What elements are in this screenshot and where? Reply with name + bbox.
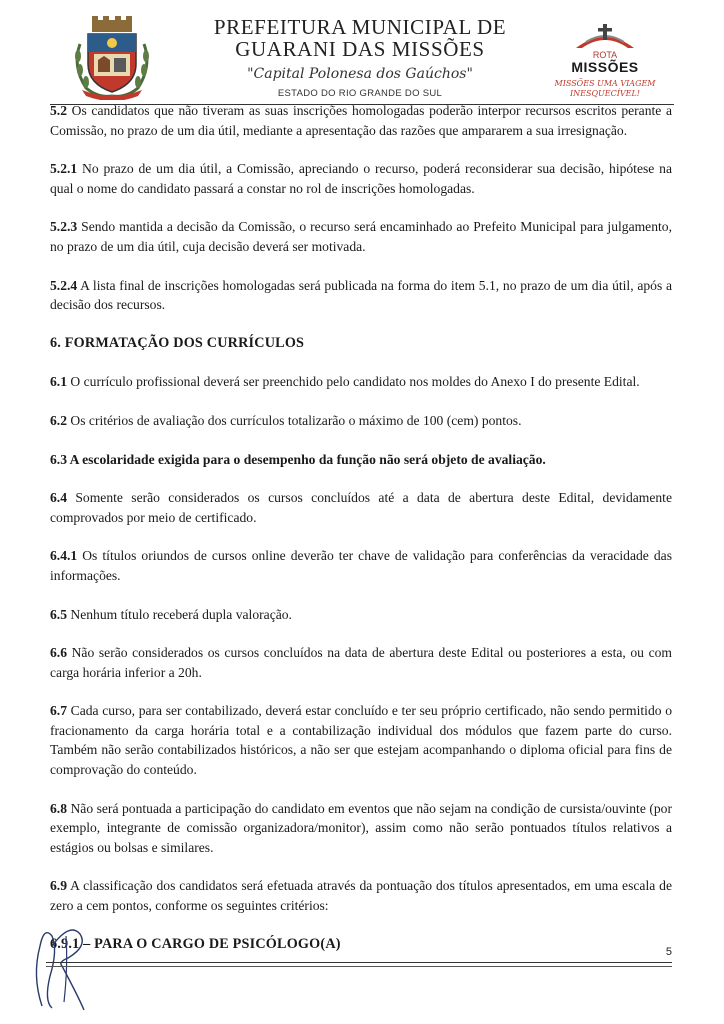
page-number: 5 xyxy=(665,946,672,958)
section-heading: 6. FORMATAÇÃO DOS CURRÍCULOS xyxy=(50,334,305,351)
clause-text: Os títulos oriundos de cursos online deverão ter chave de validação para conferências da veracidade das informações. xyxy=(50,548,672,583)
clause-text: A escolaridade exigida para o desempenho da função não será objeto de avaliação. xyxy=(67,451,546,467)
clause-text: No prazo de um dia útil, a Comissão, apreciando o recurso, poderá reconsiderar sua decisão, hipótese na qual o nome do candidato passará a constar no rol de inscrições homologadas. xyxy=(50,161,672,196)
clause-paragraph xyxy=(50,546,672,585)
footer-divider xyxy=(46,962,672,963)
clause-paragraph xyxy=(50,276,672,315)
clause-number: 6.4 xyxy=(50,490,67,506)
clause-text: Os critérios de avaliação dos currículos totalizarão o máximo de 100 (cem) pontos. xyxy=(67,412,522,428)
clause-number: 6.2 xyxy=(50,412,67,428)
clause-number: 6.7 xyxy=(50,703,67,719)
clause-number: 6.5 xyxy=(50,606,67,622)
clause-number: 6.9 xyxy=(50,878,67,894)
rota-tagline-line-1: MISSÕES UMA VIAGEM xyxy=(554,79,656,88)
clause-text: O currículo profissional deverá ser preenchido pelo candidato nos moldes do Anexo I do presente Edital. xyxy=(67,374,640,390)
rota-missoes-emblem-icon xyxy=(570,22,640,50)
rota-tagline-line-2: INESQUECÍVEL! xyxy=(569,89,641,98)
document-body xyxy=(50,101,672,954)
clause-paragraph xyxy=(50,701,672,779)
clause-paragraph xyxy=(50,799,672,858)
rota-missoes-logo xyxy=(540,22,670,104)
clause-number: 6.3 xyxy=(50,451,67,467)
clause-paragraph xyxy=(50,101,672,140)
clause-number: 5.2.1 xyxy=(50,161,78,177)
clause-number: 5.2.4 xyxy=(50,277,78,293)
rota-missoes-label: MISSÕES xyxy=(571,59,639,75)
footer-divider-secondary xyxy=(46,966,672,967)
letterhead-state: ESTADO DO RIO GRANDE DO SUL xyxy=(277,88,443,99)
clause-paragraph xyxy=(50,411,672,431)
clause-paragraph xyxy=(50,217,672,256)
clause-text: Sendo mantida a decisão da Comissão, o recurso será encaminhado ao Prefeito Municipal para julgamento, no prazo de um dia útil, cuja decisão deverá ser motivada. xyxy=(50,219,672,254)
municipal-crest-icon xyxy=(68,14,156,100)
letterhead-slogan: "Capital Polonesa dos Gaúchos" xyxy=(247,66,473,82)
clause-paragraph xyxy=(50,876,672,915)
clause-number: 6.1 xyxy=(50,374,67,390)
clause-number: 6.6 xyxy=(50,645,67,661)
clause-text: Os candidatos que não tiveram as suas inscrições homologadas poderão interpor recursos escritos perante a Comissão, no prazo de um dia útil, mediante a apresentação das razões que ampararem a sua irresignação. xyxy=(50,103,672,138)
clause-number: 6.4.1 xyxy=(50,548,78,564)
clause-text: Nenhum título receberá dupla valoração. xyxy=(67,606,292,622)
clause-text: Cada curso, para ser contabilizado, deverá estar concluído e ter seu próprio certificado, não sendo permitido o fracionamento da carga horária total e a contabilização individual dos módulos que fazem parte do curso. Também não serão contabilizados históricos, a não ser que estejam acompanhando o diploma oficial para fins de comprovação do conteúdo. xyxy=(50,703,672,778)
clause-text: A lista final de inscrições homologadas será publicada na forma do item 5.1, no prazo de um dia útil, após a decisão dos recursos. xyxy=(50,277,672,313)
rota-tagline xyxy=(540,79,670,99)
letterhead-line-2: GUARANI DAS MISSÕES xyxy=(235,37,485,61)
rota-label: ROTA xyxy=(592,50,618,60)
clause-number: 5.2 xyxy=(50,103,67,118)
clause-paragraph xyxy=(50,450,672,470)
section-heading: 6.9.1 – PARA O CARGO DE PSICÓLOGO(A) xyxy=(50,935,341,952)
clause-paragraph xyxy=(50,159,672,198)
clause-text: A classificação dos candidatos será efetuada através da pontuação dos títulos apresentados, em uma escala de zero a cem pontos, conforme os seguintes critérios: xyxy=(50,878,672,914)
clause-text: Não serão considerados os cursos concluídos na data de abertura deste Edital ou posteriores a esta, ou com carga horária inferior a 20h. xyxy=(50,645,672,680)
clause-paragraph xyxy=(50,643,672,682)
clause-text: Não será pontuada a participação do candidato em eventos que não sejam na condição de cursista/ouvinte (por exemplo, integrante de comissão organizadora/monitor), assim como não serão pontuados títulos relativos a estágios ou bolsas e similares. xyxy=(50,800,672,855)
clause-paragraph xyxy=(50,488,672,527)
letterhead-line-1: PREFEITURA MUNICIPAL DE xyxy=(213,15,507,39)
handwritten-signature xyxy=(22,906,112,1016)
clause-paragraph xyxy=(50,372,672,392)
clause-number: 5.2.3 xyxy=(50,219,78,235)
clause-paragraph xyxy=(50,605,672,625)
letterhead xyxy=(0,0,724,110)
clause-text: Somente serão considerados os cursos concluídos até a data de abertura deste Edital, devidamente comprovados por meio de certificado. xyxy=(50,490,672,525)
clause-number: 6.8 xyxy=(50,800,67,816)
